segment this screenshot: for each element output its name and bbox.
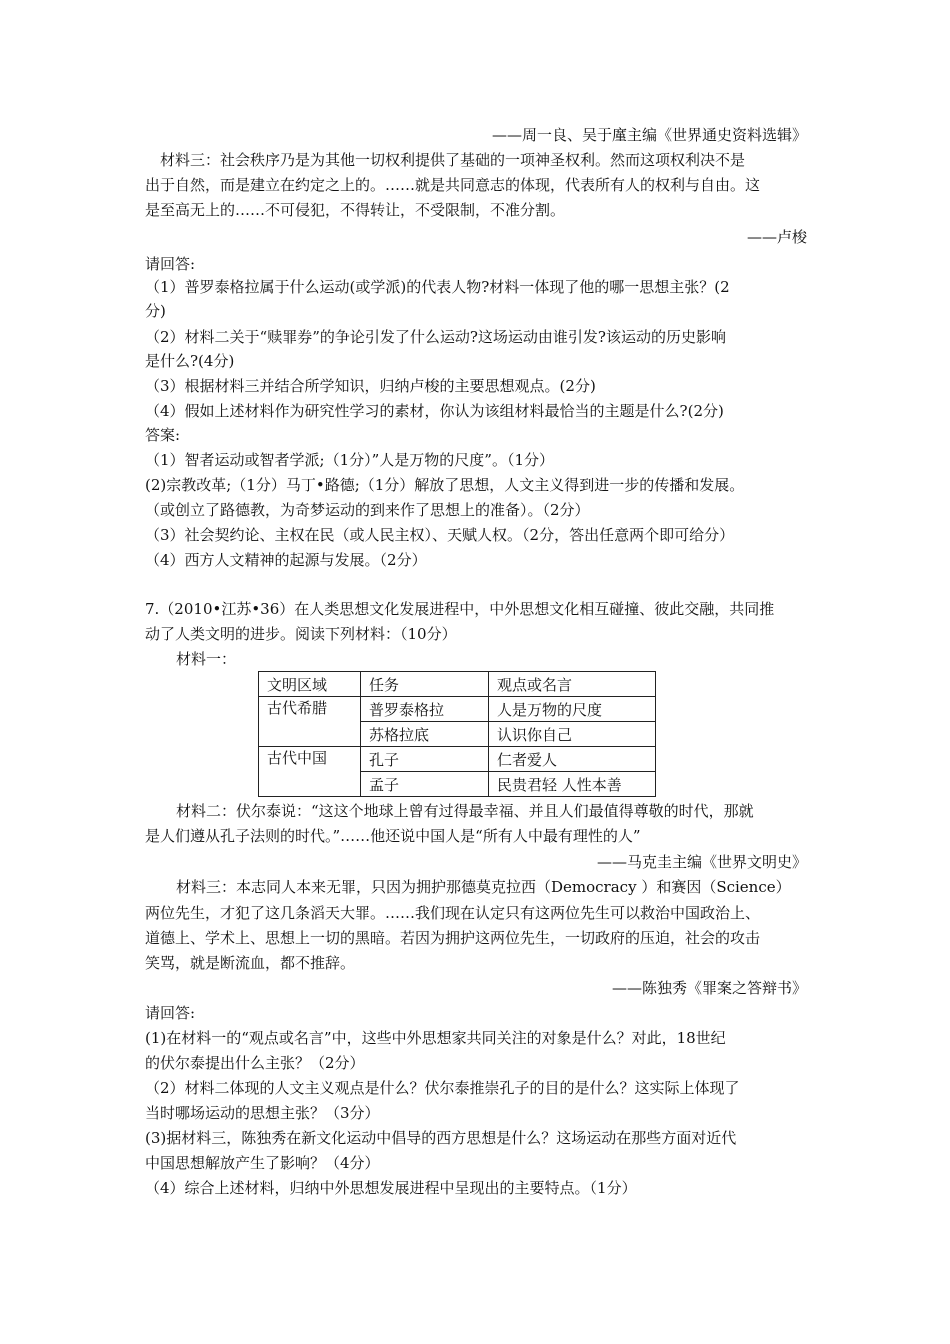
- answer-line: （4）西方人文精神的起源与发展。（2分）: [145, 551, 427, 569]
- question-line: （3）根据材料三并结合所学知识，归纳卢梭的主要思想观点。(2分): [145, 377, 596, 395]
- thinkers-table: [258, 671, 656, 797]
- question-line: （2）材料二关于“赎罪券”的争论引发了什么运动?这场运动由谁引发?该运动的历史影响: [145, 328, 726, 346]
- material-text-line: 是至高无上的……不可侵犯，不得转让，不受限制，不准分割。: [145, 201, 566, 219]
- table-cell: 认识你自己: [489, 722, 656, 747]
- table-cell: 仁者爱人: [489, 747, 656, 772]
- question-line: (3)据材料三，陈独秀在新文化运动中倡导的西方思想是什么？这场运动在那些方面对近代: [145, 1129, 737, 1147]
- table-cell: 普罗泰格拉: [361, 697, 489, 722]
- question-line: （4）综合上述材料，归纳中外思想发展进程中呈现出的主要特点。（1分）: [145, 1179, 637, 1197]
- source-citation: ——陈独秀《罪案之答辩书》: [611, 979, 807, 997]
- material-text-line: 材料三：本志同人本来无罪，只因为拥护那德莫克拉西（Democracy ）和赛因（Science）: [176, 878, 791, 896]
- prompt-label: 请回答:: [145, 255, 196, 273]
- material-label: 材料一：: [176, 650, 237, 668]
- table-row: [259, 747, 656, 772]
- question-intro-line: 7.（2010•江苏•36）在人类思想文化发展进程中，中外思想文化相互碰撞、彼此交融，共同推: [145, 600, 775, 618]
- table-cell: 民贵君轻 人性本善: [489, 772, 656, 797]
- answer-line: (2)宗教改革;（1分）马丁•路德;（1分）解放了思想，人文主义得到进一步的传播和发展。: [145, 476, 745, 494]
- material-text-line: 两位先生，才犯了这几条滔天大罪。……我们现在认定只有这两位先生可以救治中国政治上、: [145, 904, 761, 922]
- table-row: [259, 697, 656, 722]
- material-text-line: 材料二：伏尔泰说：“这这个地球上曾有过得最幸福、并且人们最值得尊敬的时代，那就: [176, 802, 754, 820]
- answer-line: （1）智者运动或智者学派;（1分）”人是万物的尺度”。（1分）: [145, 451, 555, 469]
- question-line: 中国思想解放产生了影响？（4分）: [145, 1154, 380, 1172]
- answer-line: （或创立了路德教，为奇梦运动的到来作了思想上的准备）。（2分）: [145, 501, 590, 519]
- table-header-row: [259, 672, 656, 697]
- table-cell-region: 古代中国: [259, 747, 361, 797]
- table-header-cell: 观点或名言: [489, 672, 656, 697]
- table-header-cell: 文明区域: [259, 672, 361, 697]
- table-cell: 苏格拉底: [361, 722, 489, 747]
- source-citation: ——卢梭: [746, 228, 807, 246]
- question-line: 是什么?(4分): [145, 352, 235, 370]
- table-cell: 孟子: [361, 772, 489, 797]
- table-cell: 人是万物的尺度: [489, 697, 656, 722]
- material-text-line: 道德上、学术上、思想上一切的黑暗。若因为拥护这两位先生，一切政府的压迫，社会的攻击: [145, 929, 761, 947]
- question-line: （2）材料二体现的人文主义观点是什么？伏尔泰推崇孔子的目的是什么？这实际上体现了: [145, 1079, 740, 1097]
- source-citation: ——周一良、吴于廑主编《世界通史资料选辑》: [491, 126, 807, 144]
- question-line: 分): [145, 302, 166, 320]
- table-header-cell: 任务: [361, 672, 489, 697]
- question-line: （1）普罗泰格拉属于什么运动(或学派)的代表人物?材料一体现了他的哪一思想主张？(2: [145, 278, 730, 296]
- material-text-line: 材料三：社会秩序乃是为其他一切权利提供了基础的一项神圣权利。然而这项权利决不是: [160, 151, 746, 169]
- question-line: 当时哪场运动的思想主张？（3分）: [145, 1104, 380, 1122]
- question-line: （4）假如上述材料作为研究性学习的素材，你认为该组材料最恰当的主题是什么?(2分): [145, 402, 724, 420]
- material-text-line: 笑骂，就是断流血，都不推辞。: [145, 954, 356, 972]
- answer-label: 答案:: [145, 426, 181, 444]
- material-text-line: 出于自然，而是建立在约定之上的。……就是共同意志的体现，代表所有人的权利与自由。这: [145, 176, 761, 194]
- question-intro-line: 动了人类文明的进步。阅读下列材料：（10分）: [145, 625, 457, 643]
- material-text-line: 是人们遵从孔子法则的时代。”……他还说中国人是“所有人中最有理性的人”: [145, 827, 641, 845]
- table-cell-region: 古代希腊: [259, 697, 361, 747]
- table-cell: 孔子: [361, 747, 489, 772]
- answer-line: （3）社会契约论、主权在民（或人民主权）、天赋人权。（2分，答出任意两个即可给分）: [145, 526, 735, 544]
- question-line: 的伏尔泰提出什么主张？（2分）: [145, 1054, 365, 1072]
- source-citation: ——马克圭主编《世界文明史》: [596, 853, 807, 871]
- prompt-label: 请回答:: [145, 1004, 196, 1022]
- question-line: (1)在材料一的“观点或名言”中，这些中外思想家共同关注的对象是什么？对此，18世纪: [145, 1029, 726, 1047]
